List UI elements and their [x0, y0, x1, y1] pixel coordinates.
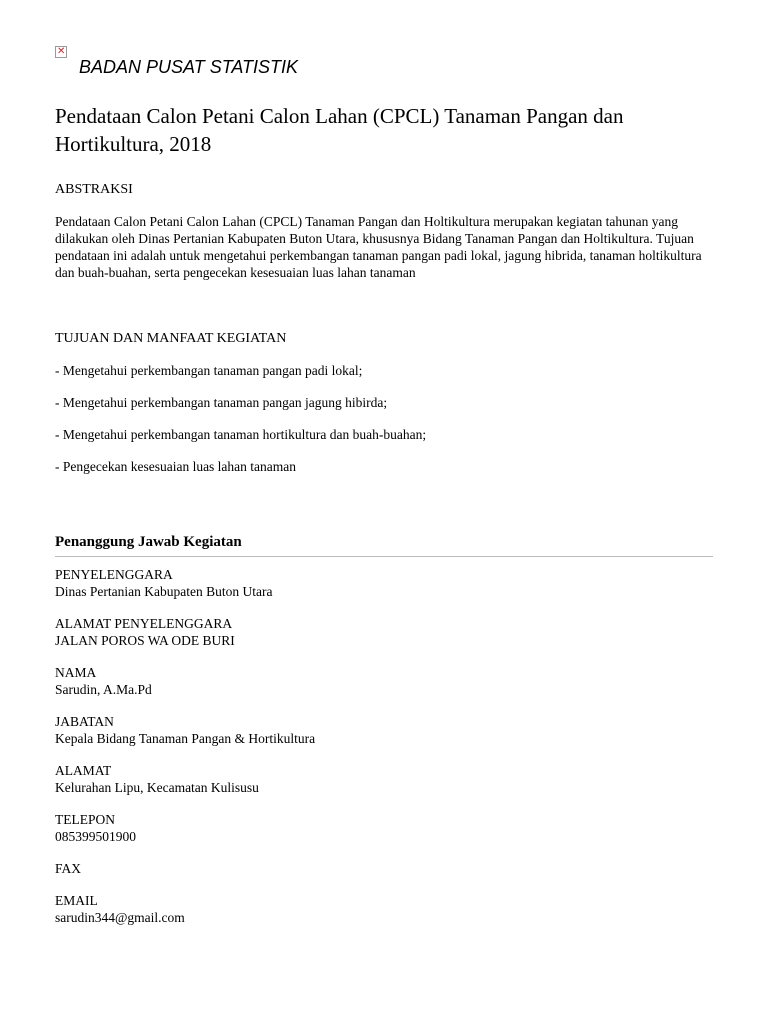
info-value: sarudin344@gmail.com: [55, 910, 185, 925]
org-name: BADAN PUSAT STATISTIK: [79, 57, 299, 77]
objective-item: - Pengecekan kesesuaian luas lahan tanaman: [55, 459, 297, 474]
info-value: Kelurahan Lipu, Kecamatan Kulisusu: [55, 780, 259, 795]
info-organizer: [55, 566, 713, 615]
info-name: [55, 664, 713, 713]
info-label: EMAIL: [55, 893, 98, 908]
objectives-list: [55, 362, 713, 490]
info-label: FAX: [55, 861, 82, 876]
document-title: Pendataan Calon Petani Calon Lahan (CPCL) Tanaman Pangan dan Hortikultura, 2018: [55, 104, 624, 156]
info-value: Kepala Bidang Tanaman Pangan & Hortikultura: [55, 731, 316, 746]
info-value: 085399501900: [55, 829, 136, 844]
objective-item: - Mengetahui perkembangan tanaman hortikultura dan buah-buahan;: [55, 427, 427, 442]
objectives-heading: TUJUAN DAN MANFAAT KEGIATAN: [55, 331, 287, 346]
info-value: Sarudin, A.Ma.Pd: [55, 682, 152, 697]
info-organizer-address: [55, 615, 713, 664]
info-label: ALAMAT: [55, 763, 112, 778]
info-label: TELEPON: [55, 812, 115, 827]
header: [55, 46, 713, 80]
info-address: [55, 762, 713, 811]
info-label: PENYELENGGARA: [55, 567, 173, 582]
info-label: JABATAN: [55, 714, 114, 729]
info-label: NAMA: [55, 665, 97, 680]
info-value: Dinas Pertanian Kabupaten Buton Utara: [55, 584, 273, 599]
responsible-heading: Penanggung Jawab Kegiatan: [55, 534, 242, 550]
section-divider: [55, 556, 713, 557]
info-position: [55, 713, 713, 762]
responsible-info-list: [55, 566, 713, 941]
abstract-heading: ABSTRAKSI: [55, 182, 133, 197]
info-value: JALAN POROS WA ODE BURI: [55, 633, 235, 648]
info-phone: [55, 811, 713, 860]
info-label: ALAMAT PENYELENGGARA: [55, 616, 233, 631]
broken-image-icon: ✕: [57, 46, 66, 57]
info-fax: [55, 860, 713, 892]
objective-item: - Mengetahui perkembangan tanaman pangan padi lokal;: [55, 363, 363, 378]
info-email: [55, 892, 713, 941]
abstract-body: Pendataan Calon Petani Calon Lahan (CPCL) Tanaman Pangan dan Holtikultura merupakan kegiatan tahunan yang dilakukan oleh Dinas Pertanian Kabupaten Buton Utara, khususnya Bidang Tanaman Pangan dan Holtikultura. Tujuan pendataan ini adalah untuk mengetahui perkembangan tanaman pangan padi lokal, jagung hibrida, tanaman holtikultura dan buah-buahan, serta pengecekan kesesuaian luas lahan tanaman: [55, 214, 702, 280]
objective-item: - Mengetahui perkembangan tanaman pangan jagung hibirda;: [55, 395, 388, 410]
